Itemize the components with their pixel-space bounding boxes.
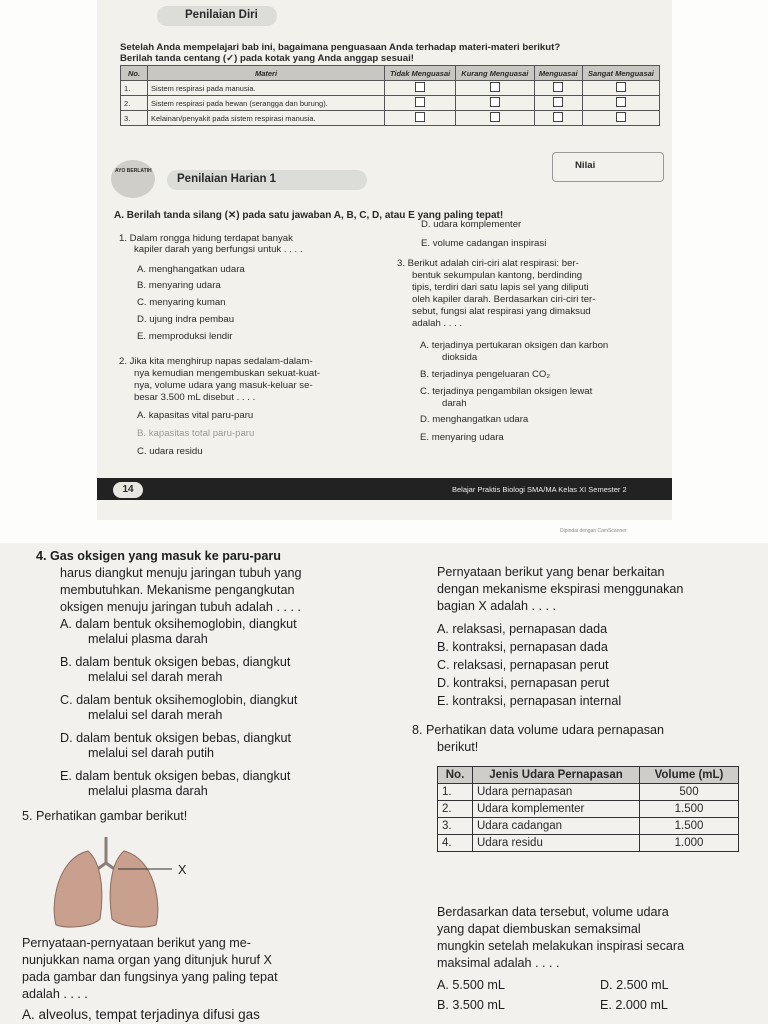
table-row [121,111,660,126]
self-assessment-instruction: Setelah Anda mempelajari bab ini, bagaimana penguasaan Anda terhadap materi-materi berikut? [120,42,561,53]
option-b-cont: melalui sel darah merah [88,670,223,684]
row-no: 1. [438,784,473,801]
question-7-line: Pernyataan berikut yang benar berkaitan [437,565,665,579]
question-3-line: oleh kapiler darah. Berdasarkan ciri-ciri ter- [412,294,596,305]
question-8-line: mungkin setelah melakukan inspirasi secara [437,939,685,953]
table-header-row [121,66,660,81]
row-no: 2. [438,801,473,818]
checkbox[interactable] [616,82,626,92]
option-e-cont: melalui plasma darah [88,784,208,798]
option-b[interactable]: B. 3.500 mL [437,998,505,1012]
option-a[interactable]: A. menghangatkan udara [137,264,245,275]
row-jenis: Udara residu [473,835,640,852]
row-no: 3. [438,818,473,835]
q3-option-e[interactable]: E. menyaring udara [420,432,504,443]
question-4-line: 4. Gas oksigen yang masuk ke paru-paru [36,549,281,563]
textbook-page-top [97,0,672,520]
section-a-instruction: A. Berilah tanda silang (✕) pada satu jawaban A, B, C, D, atau E yang paling tepat! [114,210,504,221]
figure-marker-x: X [178,863,187,877]
row-volume: 1.500 [640,801,739,818]
table-row [438,818,739,835]
row-materi: Sistem respirasi pada manusia. [148,81,385,96]
score-label: Nilai [575,160,596,171]
option-a-cont: melalui plasma darah [88,632,208,646]
option-d[interactable]: D. dalam bentuk oksigen bebas, diangkut [60,731,292,745]
question-2-line: nya, volume udara yang masuk-keluar se- [134,380,313,391]
row-jenis: Udara cadangan [473,818,640,835]
option-a[interactable]: A. kapasitas vital paru-paru [137,410,254,421]
option-e[interactable]: E. memproduksi lendir [137,331,233,342]
col-header: No. [438,767,473,784]
self-assessment-table [120,65,660,126]
question-8-line: 8. Perhatikan data volume udara pernapasan [412,723,665,737]
checkbox[interactable] [616,112,626,122]
volume-data-table [437,766,739,852]
q3-option-c[interactable]: C. terjadinya pengambilan oksigen lewat [420,386,593,397]
option-e[interactable]: E. 2.000 mL [600,998,668,1012]
option-a[interactable]: A. alveolus, tempat terjadinya difusi gas [22,1007,260,1022]
option-b[interactable]: B. kontraksi, pernapasan dada [437,640,608,654]
question-8-line: maksimal adalah . . . . [437,956,560,970]
question-1-line: 1. Dalam rongga hidung terdapat banyak [119,233,293,244]
option-d[interactable]: D. ujung indra pembau [137,314,235,325]
practice-badge-label: AYO BERLATIH [115,168,152,174]
q3-option-a-cont: dioksida [442,352,478,363]
option-d[interactable]: D. kontraksi, pernapasan perut [437,676,610,690]
q3-option-d[interactable]: D. menghangatkan udara [420,414,529,425]
col-header: Materi [148,66,385,81]
q1-option-d[interactable]: D. udara komplementer [421,219,522,230]
option-b[interactable]: B. dalam bentuk oksigen bebas, diangkut [60,655,291,669]
row-jenis: Udara pernapasan [473,784,640,801]
checkbox[interactable] [616,97,626,107]
q3-option-b[interactable]: B. terjadinya pengeluaran CO₂ [420,369,551,380]
question-3-line: tipis, terdiri dari satu lapis sel yang diliputi [412,282,589,293]
checkbox[interactable] [490,112,500,122]
option-a[interactable]: A. 5.500 mL [437,978,505,992]
row-volume: 1.000 [640,835,739,852]
option-b[interactable]: B. kapasitas total paru-paru [137,428,255,439]
question-2-line: 2. Jika kita menghirup napas sedalam-dalam- [119,356,313,367]
question-1-line: kapiler darah yang berfungsi untuk . . . . [134,244,303,255]
question-7-line: dengan mekanisme ekspirasi menggunakan [437,582,684,596]
q1-option-e[interactable]: E. volume cadangan inspirasi [421,238,547,249]
option-b[interactable]: B. menyaring udara [137,280,221,291]
col-header: Jenis Udara Pernapasan [473,767,640,784]
option-d[interactable]: D. 2.500 mL [600,978,669,992]
question-5-line: Pernyataan-pernyataan berikut yang me- [22,936,251,950]
question-3-line: 3. Berikut adalah ciri-ciri alat respirasi: ber- [397,258,579,269]
row-jenis: Udara komplementer [473,801,640,818]
checkbox[interactable] [415,82,425,92]
option-a[interactable]: A. relaksasi, pernapasan dada [437,622,608,636]
page-number: 14 [113,482,143,498]
option-c[interactable]: C. dalam bentuk oksihemoglobin, diangkut [60,693,298,707]
textbook-page-bottom [0,543,768,1024]
option-c[interactable]: C. relaksasi, pernapasan perut [437,658,609,672]
col-header: Sangat Menguasai [582,66,659,81]
row-no: 3. [121,111,148,126]
col-header: Volume (mL) [640,767,739,784]
question-2-line: nya kemudian mengembuskan sekuat-kuat- [134,368,321,379]
row-no: 4. [438,835,473,852]
self-assessment-title: Penilaian Diri [185,9,258,21]
option-c-cont: melalui sel darah merah [88,708,223,722]
row-volume: 1.500 [640,818,739,835]
question-4-line: membutuhkan. Mekanisme pengangkutan [60,583,295,597]
checkbox[interactable] [415,112,425,122]
question-8-line: berikut! [437,740,479,754]
checkbox[interactable] [490,97,500,107]
q3-option-a[interactable]: A. terjadinya pertukaran oksigen dan karbon [420,340,609,351]
question-8-line: Berdasarkan data tersebut, volume udara [437,905,669,919]
table-header-row [438,767,739,784]
row-materi: Sistem respirasi pada hewan (serangga dan burung). [148,96,385,111]
score-box [552,152,664,182]
checkbox[interactable] [553,82,563,92]
table-row [438,784,739,801]
question-3-line: sebut, fungsi alat respirasi yang dimaksud [412,306,591,317]
table-row [121,81,660,96]
question-4-line: harus diangkut menuju jaringan tubuh yang [60,566,302,580]
self-assessment-instruction-2: Berilah tanda centang (✓) pada kotak yang Anda anggap sesuai! [120,53,414,64]
question-5-line: 5. Perhatikan gambar berikut! [22,809,188,823]
option-c[interactable]: C. menyaring kuman [137,297,226,308]
question-5-line: pada gambar dan fungsinya yang paling tepat [22,970,278,984]
checkbox[interactable] [490,82,500,92]
row-no: 1. [121,81,148,96]
daily-assessment-title: Penilaian Harian 1 [177,173,277,185]
option-a[interactable]: A. dalam bentuk oksihemoglobin, diangkut [60,617,297,631]
col-header: Menguasai [534,66,582,81]
question-5-line: adalah . . . . [22,987,88,1001]
table-row [438,801,739,818]
row-materi: Kelainan/penyakit pada sistem respirasi manusia. [148,111,385,126]
question-7-line: bagian X adalah . . . . [437,599,557,613]
row-no: 2. [121,96,148,111]
question-5-line: nunjukkan nama organ yang ditunjuk huruf X [22,953,272,967]
option-e[interactable]: E. kontraksi, pernapasan internal [437,694,622,708]
book-title-footer: Belajar Praktis Biologi SMA/MA Kelas XI Semester 2 [452,485,627,494]
col-header: Tidak Menguasai [385,66,456,81]
checkbox[interactable] [553,97,563,107]
col-header: Kurang Menguasai [456,66,534,81]
question-3-line: adalah . . . . [412,318,463,329]
row-volume: 500 [640,784,739,801]
option-c[interactable]: C. udara residu [137,446,203,457]
question-2-line: besar 3.500 mL disebut . . . . [134,392,256,403]
lungs-illustration [48,833,183,931]
question-8-line: yang dapat diembuskan semaksimal [437,922,641,936]
question-4-line: oksigen menuju jaringan tubuh adalah . . . . [60,600,301,614]
checkbox[interactable] [553,112,563,122]
option-d-cont: melalui sel darah putih [88,746,215,760]
table-row [121,96,660,111]
col-header: No. [121,66,148,81]
option-e[interactable]: E. dalam bentuk oksigen bebas, diangkut [60,769,291,783]
q3-option-c-cont: darah [442,398,467,409]
question-3-line: bentuk sekumpulan kantong, berdinding [412,270,583,281]
checkbox[interactable] [415,97,425,107]
scanner-watermark: Dipindai dengan CamScanner [560,528,627,534]
table-row [438,835,739,852]
